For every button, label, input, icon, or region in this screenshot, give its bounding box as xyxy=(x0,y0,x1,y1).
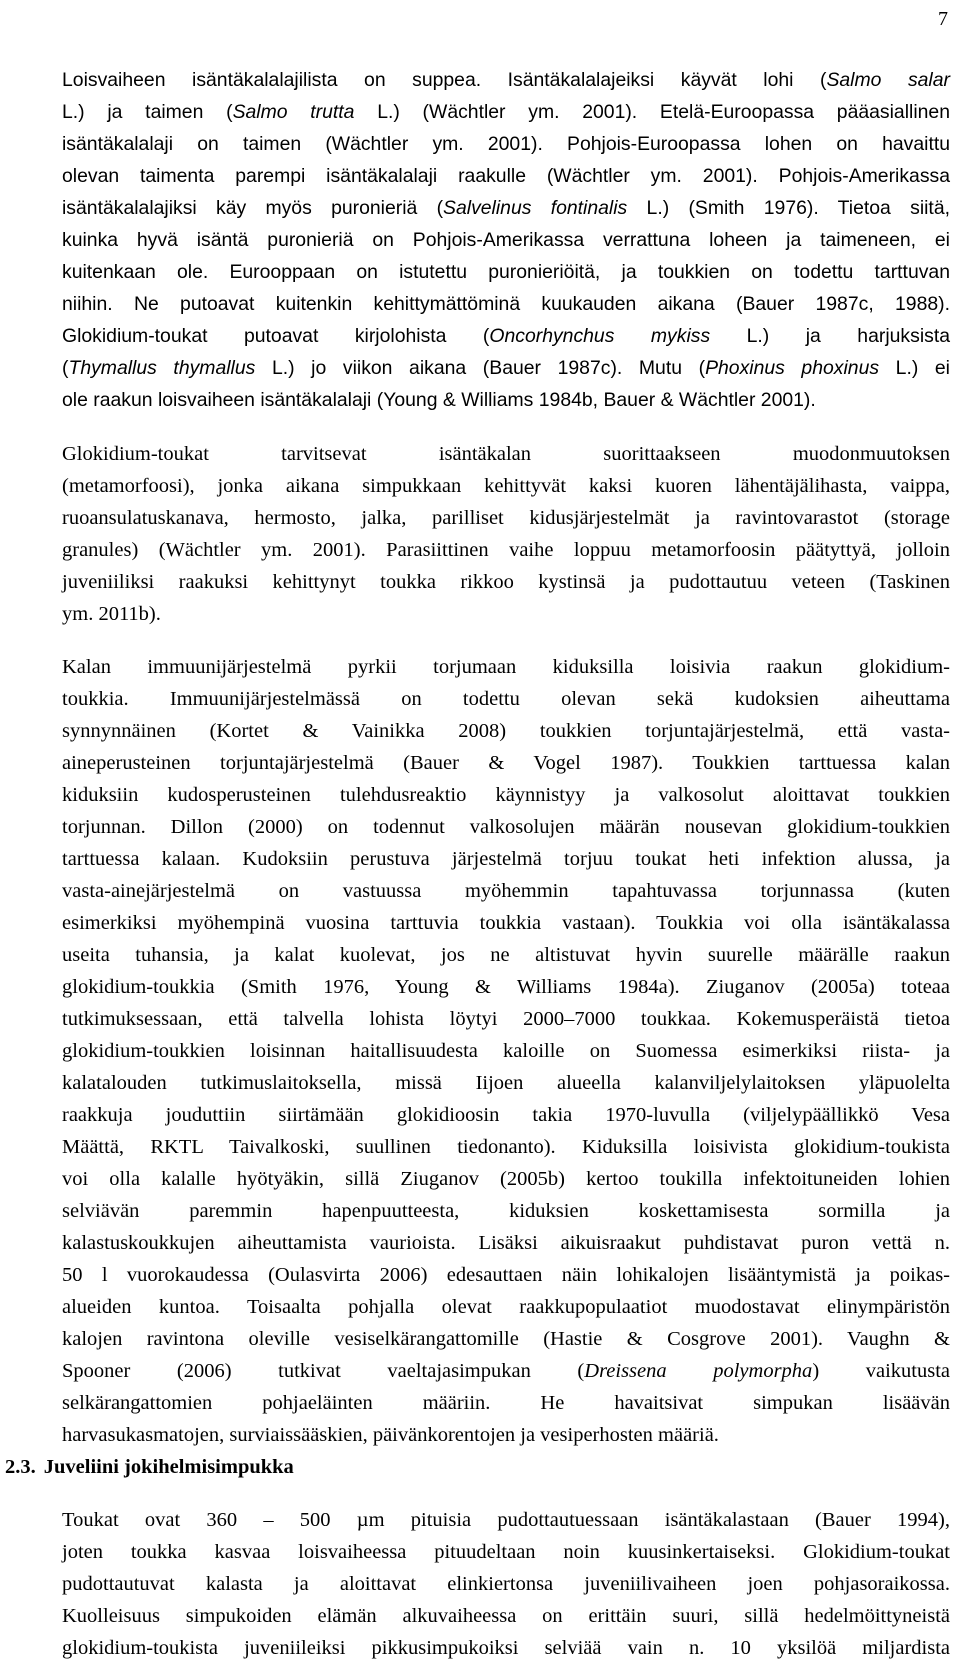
text-line: synnynnäinen (Kortet & Vainikka 2008) toukkien torjuntajärjestelmä, että vasta- xyxy=(62,720,950,742)
section-heading xyxy=(5,1451,950,1483)
text-line: Spooner (2006) tutkivat vaeltajasimpukan (Dreissena polymorpha) vaikutusta xyxy=(62,1360,950,1382)
text-line: ym. 2011b). xyxy=(62,603,161,625)
text-line: esimerkiksi myöhempinä vuosina tarttuvia toukkia vastaan). Toukkia voi olla isäntäkalassa xyxy=(62,912,950,934)
text-line: toukkia. Immuunijärjestelmässä on todettu olevan sekä kudoksien aiheuttama xyxy=(62,688,950,710)
text-line: granules) (Wächtler ym. 2001). Parasiittinen vaihe loppuu metamorfoosin päätyttyä, jolloin xyxy=(62,539,950,561)
text-line: kalatalouden tutkimuslaitoksella, missä Iijoen alueella kalanviljelylaitoksen yläpuolelta xyxy=(62,1072,950,1094)
text-line: pudottautuvat kalasta ja aloittavat elinkiertonsa juveniilivaiheen joen pohjasoraikossa. xyxy=(62,1573,950,1595)
text-line: glokidium-toukkien loisinnan haitallisuudesta kaloille on Suomessa esimerkiksi riista- ja xyxy=(62,1040,950,1062)
section-number: 2.3. xyxy=(5,1456,36,1478)
text-line: raakkuja jouduttiin siirtämään glokidioosin takia 1970-luvulla (viljelypäällikkö Vesa xyxy=(62,1104,950,1126)
text-line: kuinka hyvä isäntä puronieriä on Pohjois-Amerikassa verrattuna loheen ja taimeneen, ei xyxy=(62,229,950,251)
text-line: L.) ja taimen (Salmo trutta L.) (Wächtler ym. 2001). Etelä-Euroopassa pääasiallinen xyxy=(62,101,950,123)
text-line: (metamorfoosi), jonka aikana simpukkaan kehittyvät kaksi kuoren lähentäjälihasta, vaippa, xyxy=(62,475,950,497)
text-line: tarttuessa kalaan. Kudoksiin perustuva järjestelmä torjuu toukat heti infektion alussa, ja xyxy=(62,848,950,870)
text-line: juveniiliksi raakuksi kehittynyt toukka rikkoo kystinsä ja pudottautuu veteen (Taskinen xyxy=(62,571,950,593)
text-line: (Thymallus thymallus L.) jo viikon aikana (Bauer 1987c). Mutu (Phoxinus phoxinus L.) ei xyxy=(62,357,950,379)
text-line: harvasukasmatojen, surviaissääskien, päivänkorentojen ja vesiperhosten määriä. xyxy=(62,1424,719,1446)
text-line: voi olla kalalle hyötyäkin, sillä Ziuganov (2005b) kertoo toukilla infektoituneiden lohien xyxy=(62,1168,950,1190)
paragraph-juvenile-stage xyxy=(5,1504,950,1664)
text-line: alueiden kuntoa. Toisaalta pohjalla olevat raakkupopulaatiot muodostavat elinympäristön xyxy=(62,1296,950,1318)
text-line: ole raakun loisvaiheen isäntäkalalaji (Young & Williams 1984b, Bauer & Wächtler 2001). xyxy=(62,389,816,411)
text-line: aineperusteinen torjuntajärjestelmä (Bauer & Vogel 1987). Toukkien tarttuessa kalan xyxy=(62,752,950,774)
text-line: tutkimuksessaan, että talvella lohista löytyi 2000–7000 toukkaa. Kokemusperäistä tietoa xyxy=(62,1008,950,1030)
body-text xyxy=(5,64,950,1664)
text-line: niihin. Ne putoavat kuitenkin kehittymättöminä kuukauden aikana (Bauer 1987c, 1988). xyxy=(62,293,950,315)
text-line: isäntäkalalaji on taimen (Wächtler ym. 2001). Pohjois-Euroopassa lohen on havaittu xyxy=(62,133,950,155)
section-title: Juveliini jokihelmisimpukka xyxy=(43,1456,294,1478)
paragraph-host-fish xyxy=(5,64,950,416)
text-line: Toukat ovat 360 – 500 µm pituisia pudottautuessaan isäntäkalastaan (Bauer 1994), xyxy=(62,1509,950,1531)
text-line: Määttä, RKTL Taivalkoski, suullinen tiedonanto). Kiduksilla loisivista glokidium-toukista xyxy=(62,1136,950,1158)
text-line: kiduksiin kudosperusteinen tulehdusreaktio käynnistyy ja valkosolut aloittavat toukkien xyxy=(62,784,950,806)
text-line: Loisvaiheen isäntäkalalajilista on suppea. Isäntäkalalajeiksi käyvät lohi (Salmo salar xyxy=(62,69,950,91)
text-line: isäntäkalalajiksi käy myös puronieriä (Salvelinus fontinalis L.) (Smith 1976). Tietoa siitä, xyxy=(62,197,950,219)
text-line: selviävän paremmin hapenpuutteesta, kiduksien koskettamisesta sormilla ja xyxy=(62,1200,950,1222)
paragraph-metamorphosis xyxy=(5,438,950,630)
text-line: selkärangattomien pohjaeläinten määriin. He havaitsivat simpukan lisäävän xyxy=(62,1392,950,1414)
text-line: vasta-ainejärjestelmä on vastuussa myöhemmin tapahtuvassa torjunnassa (kuten xyxy=(62,880,950,902)
text-line: kalastuskoukkujen aiheuttamista vaurioista. Lisäksi aikuisraakut puhdistavat puron vettä n. xyxy=(62,1232,950,1254)
text-line: 50 l vuorokaudessa (Oulasvirta 2006) edesauttaen näin lohikalojen lisääntymistä ja poikas- xyxy=(62,1264,950,1286)
page-number: 7 xyxy=(938,8,948,30)
text-line: useita tuhansia, ja kalat kuolevat, jos ne altistuvat hyvin suurelle määrälle raakun xyxy=(62,944,950,966)
text-line: glokidium-toukkia (Smith 1976, Young & Williams 1984a). Ziuganov (2005a) toteaa xyxy=(62,976,950,998)
text-line: olevan taimenta parempi isäntäkalalaji raakulle (Wächtler ym. 2001). Pohjois-Amerikassa xyxy=(62,165,950,187)
paragraph-immune-system xyxy=(5,651,950,1451)
text-line: kalojen ravintona oleville vesiselkärangattomille (Hastie & Cosgrove 2001). Vaughn & xyxy=(62,1328,950,1350)
text-line: Kalan immuunijärjestelmä pyrkii torjumaan kiduksilla loisivia raakun glokidium- xyxy=(62,656,950,678)
text-line: joten toukka kasvaa loisvaiheessa pituudeltaan noin kuusinkertaiseksi. Glokidium-toukat xyxy=(62,1541,950,1563)
text-line: ruoansulatuskanava, hermosto, jalka, parilliset kidusjärjestelmät ja ravintovarastot (storage xyxy=(62,507,950,529)
text-line: torjunnan. Dillon (2000) on todennut valkosolujen määrän nousevan glokidium-toukkien xyxy=(62,816,950,838)
text-line: kuitenkaan ole. Eurooppaan on istutettu puronieriöitä, ja toukkien on todettu tarttuvan xyxy=(62,261,950,283)
text-line: Glokidium-toukat tarvitsevat isäntäkalan suorittaakseen muodonmuutoksen xyxy=(62,443,950,465)
text-line: Glokidium-toukat putoavat kirjolohista (Oncorhynchus mykiss L.) ja harjuksista xyxy=(62,325,950,347)
text-line: glokidium-toukista juveniileiksi pikkusimpukoiksi selviää vain n. 10 yksilöä miljardista xyxy=(62,1637,950,1659)
text-line: Kuolleisuus simpukoiden elämän alkuvaiheessa on erittäin suuri, sillä hedelmöittyneistä xyxy=(62,1605,950,1627)
